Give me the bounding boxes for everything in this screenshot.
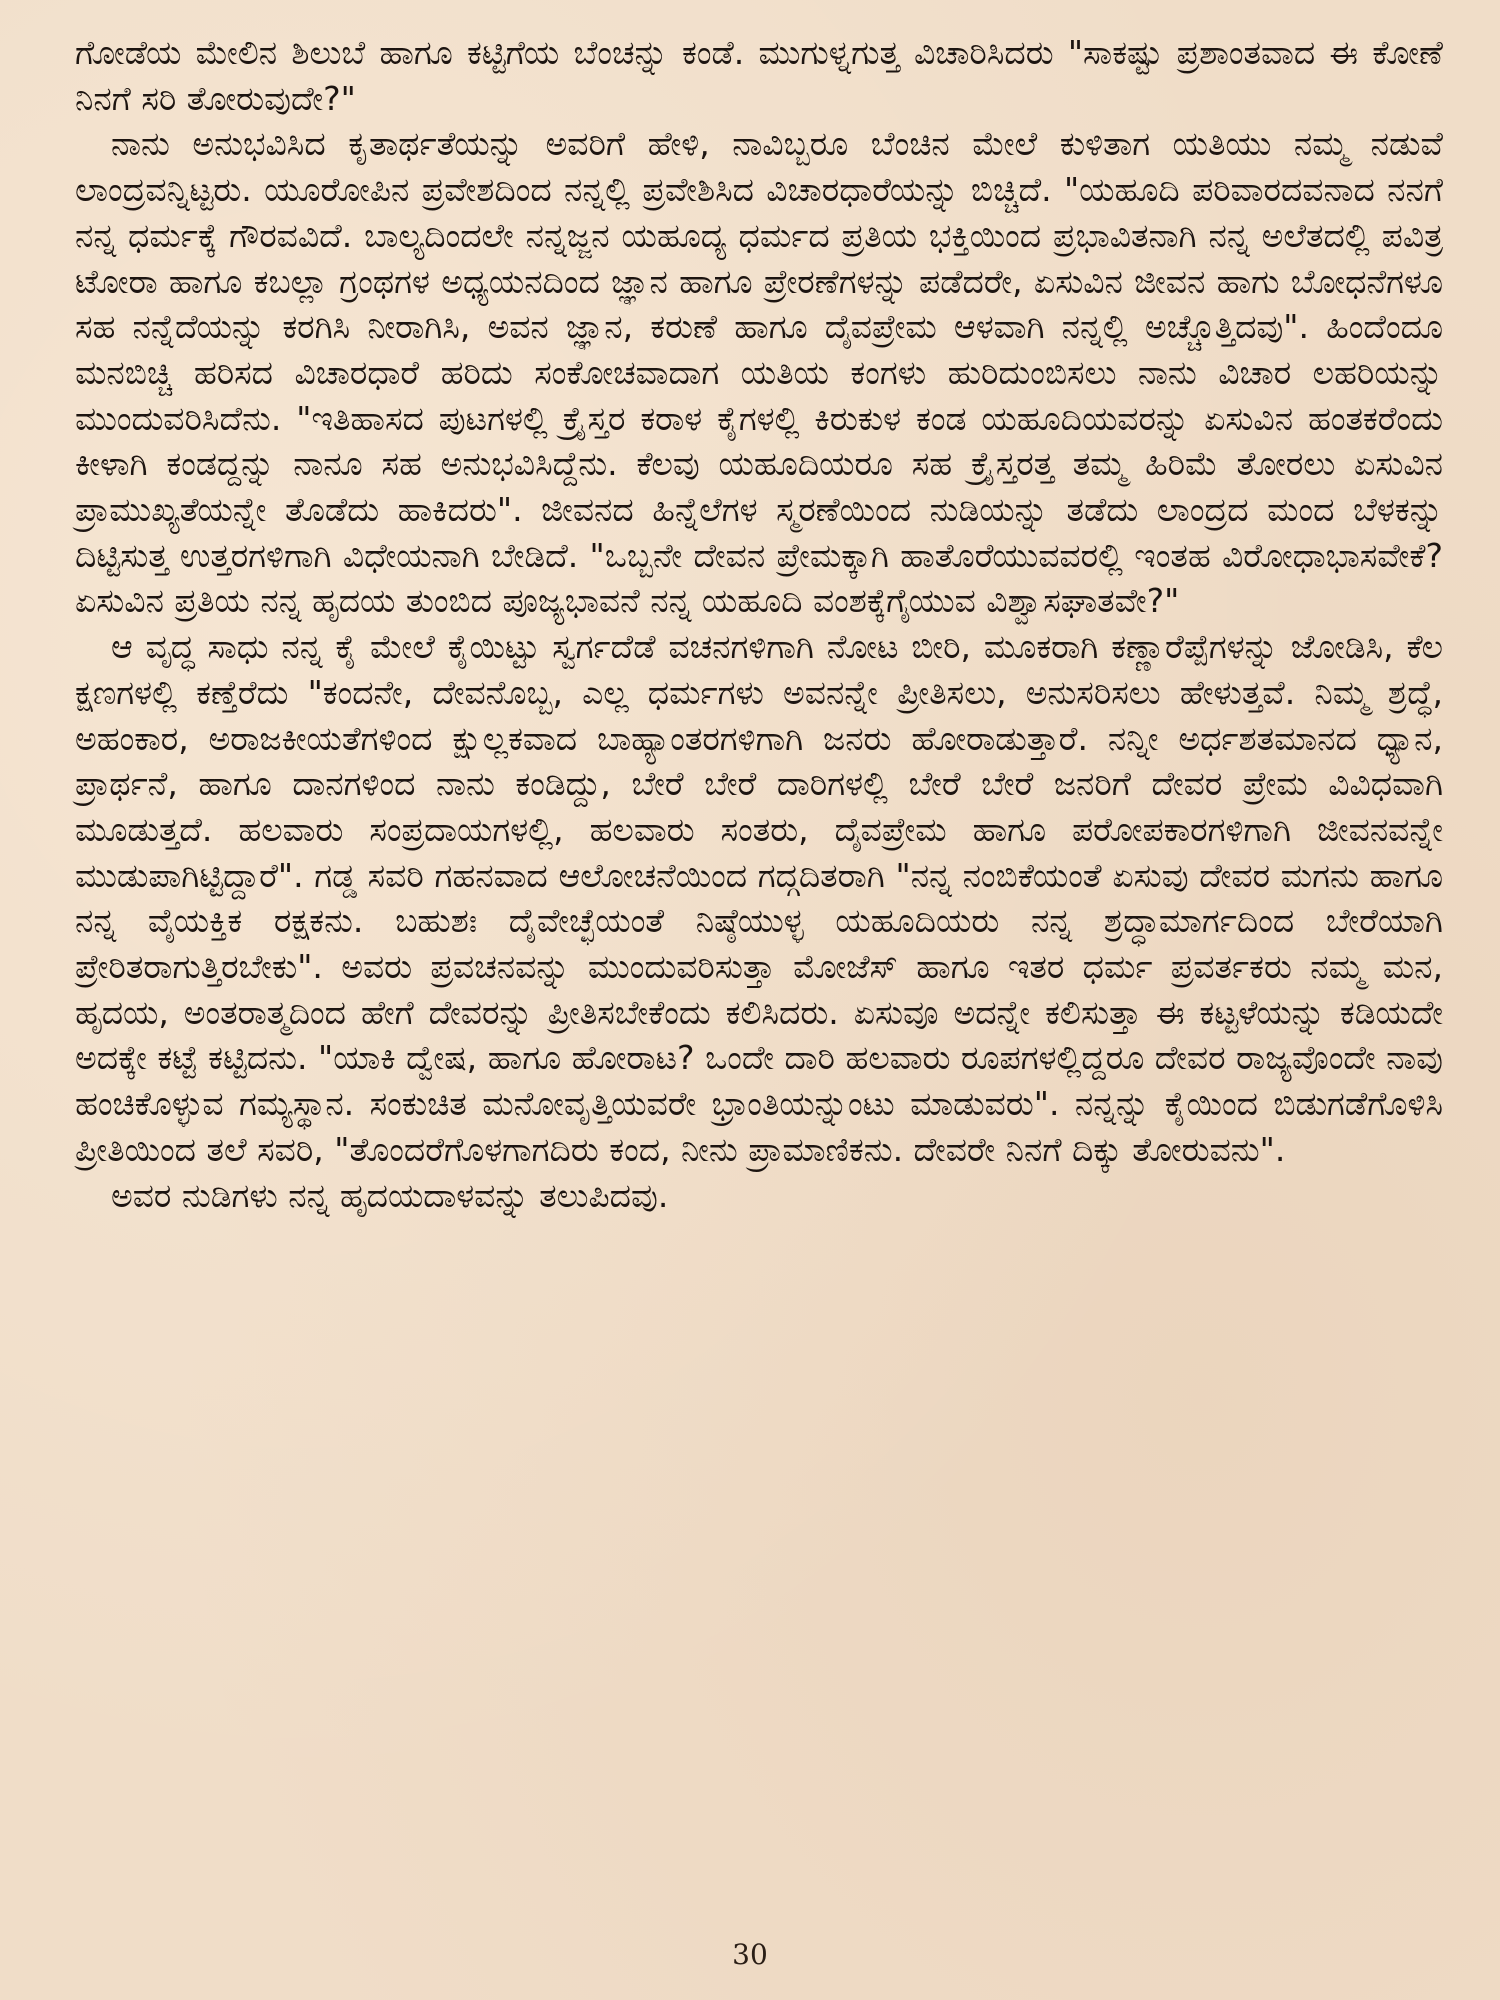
page-number: 30 [732, 1938, 768, 1971]
paragraph-narrator-question: ನಾನು ಅನುಭವಿಸಿದ ಕೃತಾರ್ಥತೆಯನ್ನು ಅವರಿಗೆ ಹೇಳಿ, ನಾವಿಬ್ಬರೂ ಬೆಂಚಿನ ಮೇಲೆ ಕುಳಿತಾಗ ಯತಿಯು ನಮ್ಮ ನಡುವೆ ಲಾಂದ್ರವನ್ನಿಟ್ಟರು. ಯೂರೋಪಿನ ಪ್ರವೇಶದಿಂದ ನನ್ನಲ್ಲಿ ಪ್ರವೇಶಿಸಿದ ವಿಚಾರಧಾರೆಯನ್ನು ಬಿಚ್ಚಿದೆ. "ಯಹೂದಿ ಪರಿವಾರದವನಾದ ನನಗೆ ನನ್ನ ಧರ್ಮಕ್ಕೆ ಗೌರವವಿದೆ. ಬಾಲ್ಯದಿಂದಲೇ ನನ್ನಜ್ಜನ ಯಹೂದ್ಯ ಧರ್ಮದ ಪ್ರತಿಯ ಭಕ್ತಿಯಿಂದ ಪ್ರಭಾವಿತನಾಗಿ ನನ್ನ ಅಲೆತದಲ್ಲಿ ಪವಿತ್ರ ಟೋರಾ ಹಾಗೂ ಕಬಲ್ಲಾ ಗ್ರಂಥಗಳ ಅಧ್ಯಯನದಿಂದ ಜ್ಞಾನ ಹಾಗೂ ಪ್ರೇರಣೆಗಳನ್ನು ಪಡೆದರೇ, ಏಸುವಿನ ಜೀವನ ಹಾಗು ಬೋಧನೆಗಳೂ ಸಹ ನನ್ನೆದೆಯನ್ನು ಕರಗಿಸಿ ನೀರಾಗಿಸಿ, ಅವನ ಜ್ಞಾನ, ಕರುಣೆ ಹಾಗೂ ದೈವಪ್ರೇಮ ಆಳವಾಗಿ ನನ್ನಲ್ಲಿ ಅಚ್ಚೊತ್ತಿದವು". ಹಿಂದೆಂದೂ ಮನಬಿಚ್ಚಿ ಹರಿಸದ ವಿಚಾರಧಾರೆ ಹರಿದು ಸಂಕೋಚವಾದಾಗ ಯತಿಯ ಕಂಗಳು ಹುರಿದುಂಬಿಸಲು ನಾನು ವಿಚಾರ ಲಹರಿಯನ್ನು ಮುಂದುವರಿಸಿದೆನು. "ಇತಿಹಾಸದ ಪುಟಗಳಲ್ಲಿ ಕ್ರೈಸ್ತರ ಕರಾಳ ಕೈಗಳಲ್ಲಿ ಕಿರುಕುಳ ಕಂಡ ಯಹೂದಿಯವರನ್ನು ಏಸುವಿನ ಹಂತಕರೆಂದು ಕೀಳಾಗಿ ಕಂಡದ್ದನ್ನು ನಾನೂ ಸಹ ಅನುಭವಿಸಿದ್ದೆನು. ಕೆಲವು ಯಹೂದಿಯರೂ ಸಹ ಕ್ರೈಸ್ತರತ್ತ ತಮ್ಮ ಹಿರಿಮೆ ತೋರಲು ಏಸುವಿನ ಪ್ರಾಮುಖ್ಯತೆಯನ್ನೇ ತೊಡೆದು ಹಾಕಿದರು". ಜೀವನದ ಹಿನ್ನೆಲೆಗಳ ಸ್ಮರಣೆಯಿಂದ ನುಡಿಯನ್ನು ತಡೆದು ಲಾಂದ್ರದ ಮಂದ ಬೆಳಕನ್ನು ದಿಟ್ಟಿಸುತ್ತ ಉತ್ತರಗಳಿಗಾಗಿ ವಿಧೇಯನಾಗಿ ಬೇಡಿದೆ. "ಒಬ್ಬನೇ ದೇವನ ಪ್ರೇಮಕ್ಕಾಗಿ ಹಾತೊರೆಯುವವರಲ್ಲಿ ಇಂತಹ ವಿರೋಧಾಭಾಸವೇಕೆ? ಏಸುವಿನ ಪ್ರತಿಯ ನನ್ನ ಹೃದಯ ತುಂಬಿದ ಪೂಜ್ಯಭಾವನೆ ನನ್ನ ಯಹೂದಿ ವಂಶಕ್ಕೆಗೈಯುವ ವಿಶ್ವಾಸಘಾತವೇ?" [75, 124, 1443, 621]
paragraph-closing: ಅವರ ನುಡಿಗಳು ನನ್ನ ಹೃದಯದಾಳವನ್ನು ತಲುಪಿದವು. [111, 1175, 669, 1215]
paragraph-sadhu-reply: ಆ ವೃದ್ಧ ಸಾಧು ನನ್ನ ಕೈ ಮೇಲೆ ಕೈಯಿಟ್ಟು ಸ್ವರ್ಗದೆಡೆ ವಚನಗಳಿಗಾಗಿ ನೋಟ ಬೀರಿ, ಮೂಕರಾಗಿ ಕಣ್ಣಾರೆಪ್ಪೆಗಳನ್ನು ಜೋಡಿಸಿ, ಕೆಲ ಕ್ಷಣಗಳಲ್ಲಿ ಕಣ್ತೆರೆದು "ಕಂದನೇ, ದೇವನೊಬ್ಬ, ಎಲ್ಲ ಧರ್ಮಗಳು ಅವನನ್ನೇ ಪ್ರೀತಿಸಲು, ಅನುಸರಿಸಲು ಹೇಳುತ್ತವೆ. ನಿಮ್ಮ ಶ್ರದ್ಧೆ, ಅಹಂಕಾರ, ಅರಾಜಕೀಯತೆಗಳಿಂದ ಕ್ಷುಲ್ಲಕವಾದ ಬಾಹ್ಯಾಂತರಗಳಿಗಾಗಿ ಜನರು ಹೋರಾಡುತ್ತಾರೆ. ನನ್ನೀ ಅರ್ಧಶತಮಾನದ ಧ್ಯಾನ, ಪ್ರಾರ್ಥನೆ, ಹಾಗೂ ದಾನಗಳಿಂದ ನಾನು ಕಂಡಿದ್ದು, ಬೇರೆ ಬೇರೆ ದಾರಿಗಳಲ್ಲಿ ಬೇರೆ ಬೇರೆ ಜನರಿಗೆ ದೇವರ ಪ್ರೇಮ ವಿವಿಧವಾಗಿ ಮೂಡುತ್ತದೆ. ಹಲವಾರು ಸಂಪ್ರದಾಯಗಳಲ್ಲಿ, ಹಲವಾರು ಸಂತರು, ದೈವಪ್ರೇಮ ಹಾಗೂ ಪರೋಪಕಾರಗಳಿಗಾಗಿ ಜೀವನವನ್ನೇ ಮುಡುಪಾಗಿಟ್ಟಿದ್ದಾರೆ". ಗಡ್ಡ ಸವರಿ ಗಹನವಾದ ಆಲೋಚನೆಯಿಂದ ಗದ್ಗದಿತರಾಗಿ "ನನ್ನ ನಂಬಿಕೆಯಂತೆ ಏಸುವು ದೇವರ ಮಗನು ಹಾಗೂ ನನ್ನ ವೈಯಕ್ತಿಕ ರಕ್ಷಕನು. ಬಹುಶಃ ದೈವೇಚ್ಛೆಯಂತೆ ನಿಷ್ಠೆಯುಳ್ಳ ಯಹೂದಿಯರು ನನ್ನ ಶ್ರದ್ಧಾಮಾರ್ಗದಿಂದ ಬೇರೆಯಾಗಿ ಪ್ರೇರಿತರಾಗುತ್ತಿರಬೇಕು". ಅವರು ಪ್ರವಚನವನ್ನು ಮುಂದುವರಿಸುತ್ತಾ ಮೋಜೆಸ್ ಹಾಗೂ ಇತರ ಧರ್ಮ ಪ್ರವರ್ತಕರು ನಮ್ಮ ಮನ, ಹೃದಯ, ಅಂತರಾತ್ಮದಿಂದ ಹೇಗೆ ದೇವರನ್ನು ಪ್ರೀತಿಸಬೇಕೆಂದು ಕಲಿಸಿದರು. ಏಸುವೂ ಅದನ್ನೇ ಕಲಿಸುತ್ತಾ ಈ ಕಟ್ಟಳೆಯನ್ನು ಕಡಿಯದೇ ಅದಕ್ಕೇ ಕಟ್ಟೆ ಕಟ್ಟಿದನು. "ಯಾಕಿ ದ್ವೇಷ, ಹಾಗೂ ಹೋರಾಟ? ಒಂದೇ ದಾರಿ ಹಲವಾರು ರೂಪಗಳಲ್ಲಿದ್ದರೂ ದೇವರ ರಾಜ್ಯವೊಂದೇ ನಾವು ಹಂಚಿಕೊಳ್ಳುವ ಗಮ್ಯಸ್ಥಾನ. ಸಂಕುಚಿತ ಮನೋವೃತ್ತಿಯವರೇ ಭ್ರಾಂತಿಯನ್ನುಂಟು ಮಾಡುವರು". ನನ್ನನ್ನು ಕೈಯಿಂದ ಬಿಡುಗಡೆಗೊಳಿಸಿ ಪ್ರೀತಿಯಿಂದ ತಲೆ ಸವರಿ, "ತೊಂದರೆಗೊಳಗಾಗದಿರು ಕಂದ, ನೀನು ಪ್ರಾಮಾಣಿಕನು. ದೇವರೇ ನಿನಗೆ ದಿಕ್ಕು ತೋರುವನು". [75, 627, 1443, 1169]
page-body-text [75, 30, 1443, 1218]
paragraph-opening: ಗೋಡೆಯ ಮೇಲಿನ ಶಿಲುಬೆ ಹಾಗೂ ಕಟ್ಟಿಗೆಯ ಬೆಂಚನ್ನು ಕಂಡೆ. ಮುಗುಳ್ನಗುತ್ತ ವಿಚಾರಿಸಿದರು "ಸಾಕಷ್ಟು ಪ್ರಶಾಂತವಾದ ಈ ಕೋಣೆ ನಿನಗೆ ಸರಿ ತೋರುವುದೇ?" [75, 33, 1443, 118]
